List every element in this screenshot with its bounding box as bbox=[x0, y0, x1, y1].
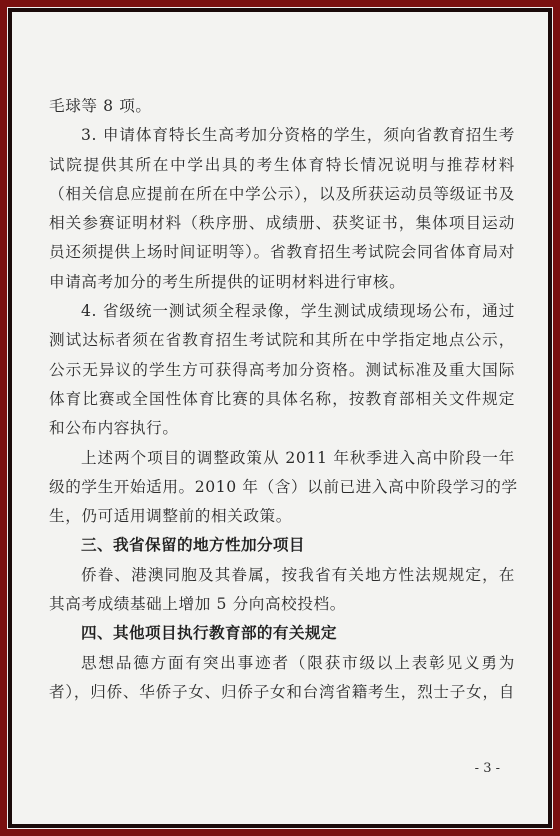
text-line: 测试达标者须在省教育招生考试院和其所在中学指定地点公示， bbox=[49, 331, 515, 350]
text-line: 上述两个项目的调整政策从 2011 年秋季进入高中阶段一年 bbox=[81, 448, 515, 467]
text-line: 者），归侨、华侨子女、归侨子女和台湾省籍考生，烈士子女，自 bbox=[49, 682, 515, 701]
text-line: （相关信息应提前在所在中学公示），以及所获运动员等级证书及 bbox=[49, 184, 515, 203]
text-line: 4. 省级统一测试须全程录像，学生测试成绩现场公布，通过 bbox=[81, 302, 515, 321]
text-line: 和公布内容执行。 bbox=[49, 419, 179, 438]
text-line: 侨眷、港澳同胞及其眷属，按我省有关地方性法规规定，在 bbox=[81, 565, 515, 584]
document-body bbox=[49, 92, 518, 707]
text-line: 员还须提供上场时间证明等）。省教育招生考试院会同省体育局对 bbox=[49, 243, 515, 262]
text-line: 试院提供其所在中学出具的考生体育特长情况说明与推荐材料 bbox=[49, 155, 515, 174]
text-line: 相关参赛证明材料（秩序册、成绩册、获奖证书，集体项目运动 bbox=[49, 214, 515, 233]
text-line: 3. 申请体育特长生高考加分资格的学生，须向省教育招生考 bbox=[81, 126, 515, 145]
text-line: 体育比赛或全国性体育比赛的具体名称，按教育部相关文件规定 bbox=[49, 389, 515, 408]
page-number: - 3 - bbox=[474, 761, 500, 776]
text-line: 申请高考加分的考生所提供的证明材料进行审核。 bbox=[49, 272, 406, 291]
text-line: 其高考成绩基础上增加 5 分向高校投档。 bbox=[49, 595, 346, 614]
section-heading: 四、其他项目执行教育部的有关规定 bbox=[81, 624, 337, 643]
text-line: 思想品德方面有突出事迹者（限获市级以上表彰见义勇为 bbox=[81, 653, 515, 672]
text-line: 生，仍可适用调整前的相关政策。 bbox=[49, 507, 292, 526]
text-line: 毛球等 8 项。 bbox=[49, 97, 152, 115]
section-heading: 三、我省保留的地方性加分项目 bbox=[81, 536, 305, 555]
text-line: 级的学生开始适用。2010 年（含）以前已进入高中阶段学习的学 bbox=[49, 477, 518, 496]
document-page bbox=[12, 12, 548, 824]
text-line: 公示无异议的学生方可获得高考加分资格。测试标准及重大国际 bbox=[49, 360, 515, 379]
